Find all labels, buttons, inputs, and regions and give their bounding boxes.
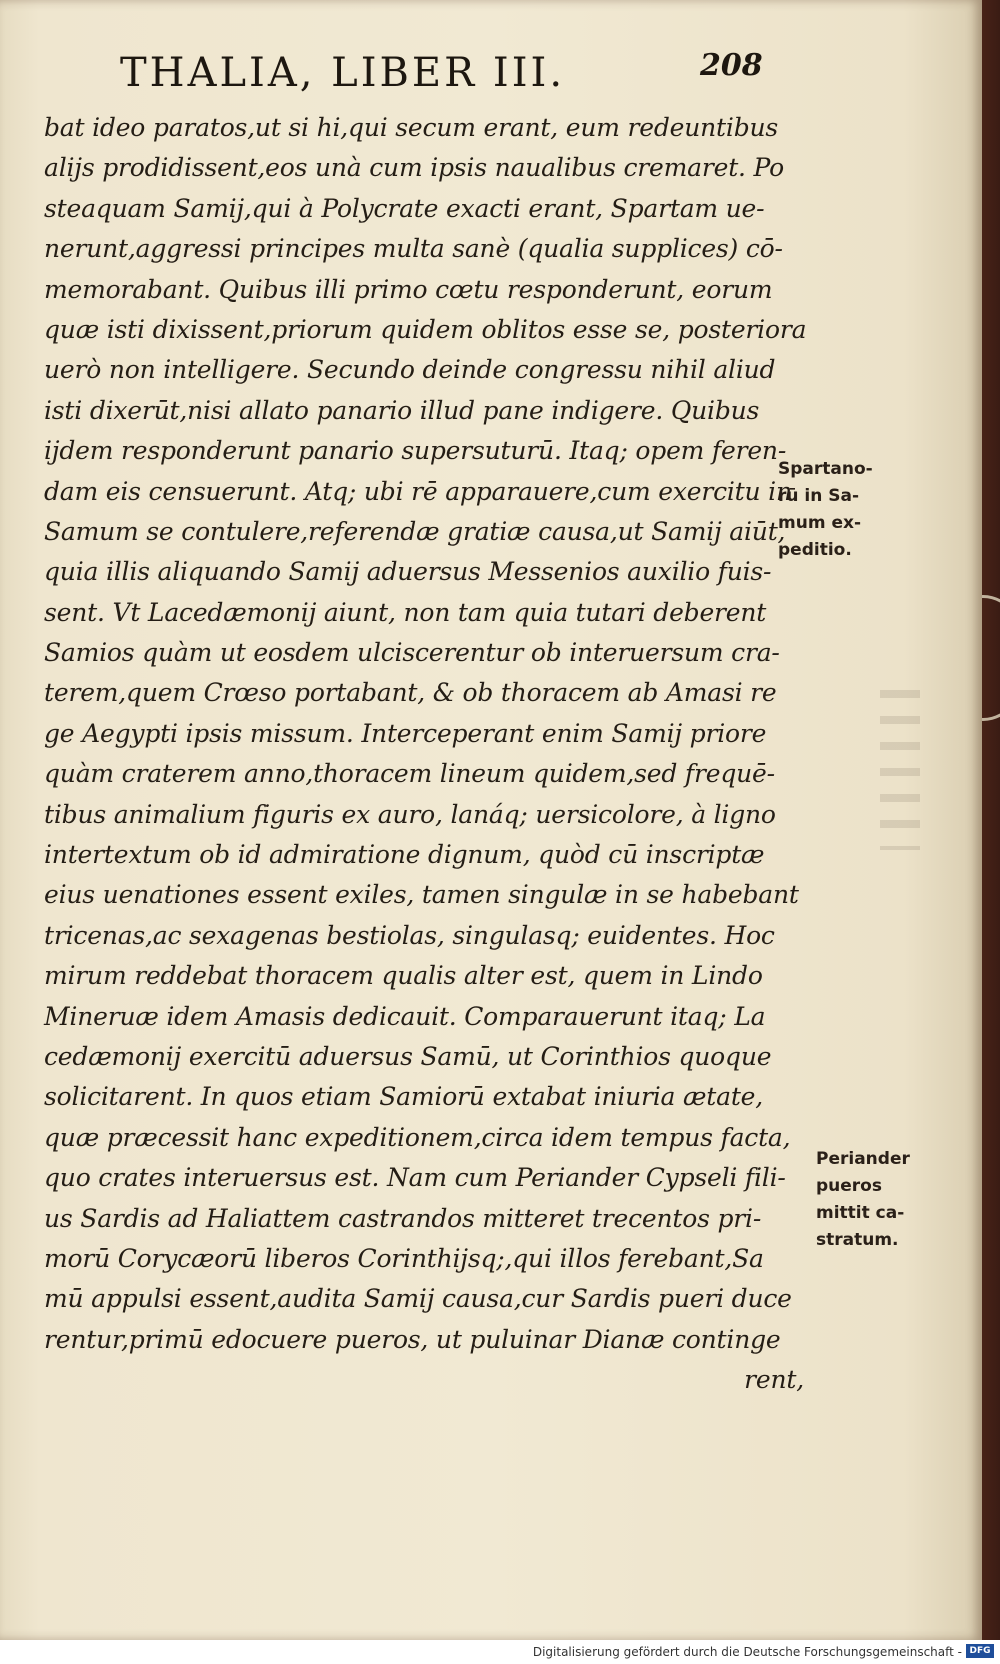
text-line: solicitarent. In quos etiam Samiorū extabat iniuria ætate, <box>44 1082 764 1112</box>
text-line: ge Aegypti ipsis missum. Interceperant enim Samij priore <box>44 718 767 748</box>
marginal-note-line: peditio. <box>778 540 852 560</box>
text-line: steaquam Samij,qui à Polycrate exacti erant, Spartam ue- <box>44 193 765 223</box>
text-line: rent, <box>744 1365 804 1395</box>
marginal-note-line: mum ex- <box>778 513 861 533</box>
text-line: quàm craterem anno,thoracem lineum quidem,sed frequē- <box>44 759 775 789</box>
text-line: bat ideo paratos,ut si hi,qui secum erant, eum redeuntibus <box>44 113 779 142</box>
text-line: mū appulsi essent,audita Samij causa,cur Sardis pueri duce <box>44 1284 792 1314</box>
dfg-logo-icon: DFG <box>966 1644 994 1658</box>
text-line: ijdem responderunt panario supersuturū. Itaq; opem feren- <box>44 436 787 466</box>
marginal-note-line: Spartano- <box>778 459 873 479</box>
text-line: Mineruæ idem Amasis dedicauit. Comparauerunt itaq; La <box>44 1001 766 1031</box>
text-line: quo crates interuersus est. Nam cum Periander Cypseli fili- <box>44 1163 786 1193</box>
text-line: Samum se contulere,referendæ gratiæ causa,ut Samij aiūt, <box>44 516 786 546</box>
marginal-note-2 <box>816 1146 910 1254</box>
marginal-note-line: stratum. <box>816 1230 899 1250</box>
text-line: sent. Vt Lacedæmonij aiunt, non tam quia tutari deberent <box>44 597 767 627</box>
marginal-note-line: Periander <box>816 1149 910 1169</box>
text-line: rentur,primū edocuere pueros, ut puluinar Dianæ continge <box>44 1324 781 1354</box>
text-line: morū Corycæorū liberos Corinthijsq;,qui illos ferebant,Sa <box>44 1243 764 1273</box>
text-line: tricenas,ac sexagenas bestiolas, singulasq; euidentes. Hoc <box>44 920 775 950</box>
marginal-note-line: pueros <box>816 1176 882 1196</box>
body-text <box>44 108 814 1401</box>
footer-bar <box>0 1640 1000 1664</box>
text-line: intertextum ob id admiratione dignum, quòd cū inscriptæ <box>44 840 765 870</box>
text-line: Samios quàm ut eosdem ulciscerentur ob interuersum cra- <box>44 638 780 668</box>
text-line: memorabant. Quibus illi primo cœtu responderunt, eorum <box>44 274 773 304</box>
text-line: quæ isti dixissent,priorum quidem oblitos esse se, posteriora <box>44 314 807 344</box>
show-through-text <box>880 690 920 850</box>
page-number: 208 <box>700 48 763 83</box>
funding-credit: Digitalisierung gefördert durch die Deutsche Forschungsgemeinschaft - <box>532 1645 962 1659</box>
text-line: nerunt,aggressi principes multa sanè (qualia supplices) cō- <box>44 234 783 264</box>
text-line: eius uenationes essent exiles, tamen singulæ in se habebant <box>44 880 799 910</box>
text-line: uerò non intelligere. Secundo deinde congressu nihil aliud <box>44 355 776 385</box>
text-line: terem,quem Crœso portabant, & ob thoracem ab Amasi re <box>44 678 777 708</box>
text-line: alijs prodidissent,eos unà cum ipsis naualibus cremaret. Po <box>44 153 784 183</box>
text-line: isti dixerūt,nisi allato panario illud pane indigere. Quibus <box>44 395 760 425</box>
text-line: cedæmonij exercitū aduersus Samū, ut Corinthios quoque <box>44 1041 772 1071</box>
text-line: us Sardis ad Haliattem castrandos mitteret trecentos pri- <box>44 1203 762 1233</box>
text-line: tibus animalium figuris ex auro, lanáq; uersicolore, à ligno <box>44 799 776 829</box>
marginal-note-line: rū in Sa- <box>778 486 860 506</box>
text-line: quia illis aliquando Samij aduersus Messenios auxilio fuis- <box>44 557 772 587</box>
text-line: mirum reddebat thoracem qualis alter est, quem in Lindo <box>44 961 763 991</box>
marginal-note-1 <box>778 456 873 564</box>
text-line: dam eis censuerunt. Atq; ubi rē apparauere,cum exercitu in <box>44 476 792 506</box>
text-line: quæ præcessit hanc expeditionem,circa idem tempus facta, <box>44 1122 791 1152</box>
marginal-note-line: mittit ca- <box>816 1203 905 1223</box>
running-title: THALIA, LIBER III. <box>120 50 566 96</box>
